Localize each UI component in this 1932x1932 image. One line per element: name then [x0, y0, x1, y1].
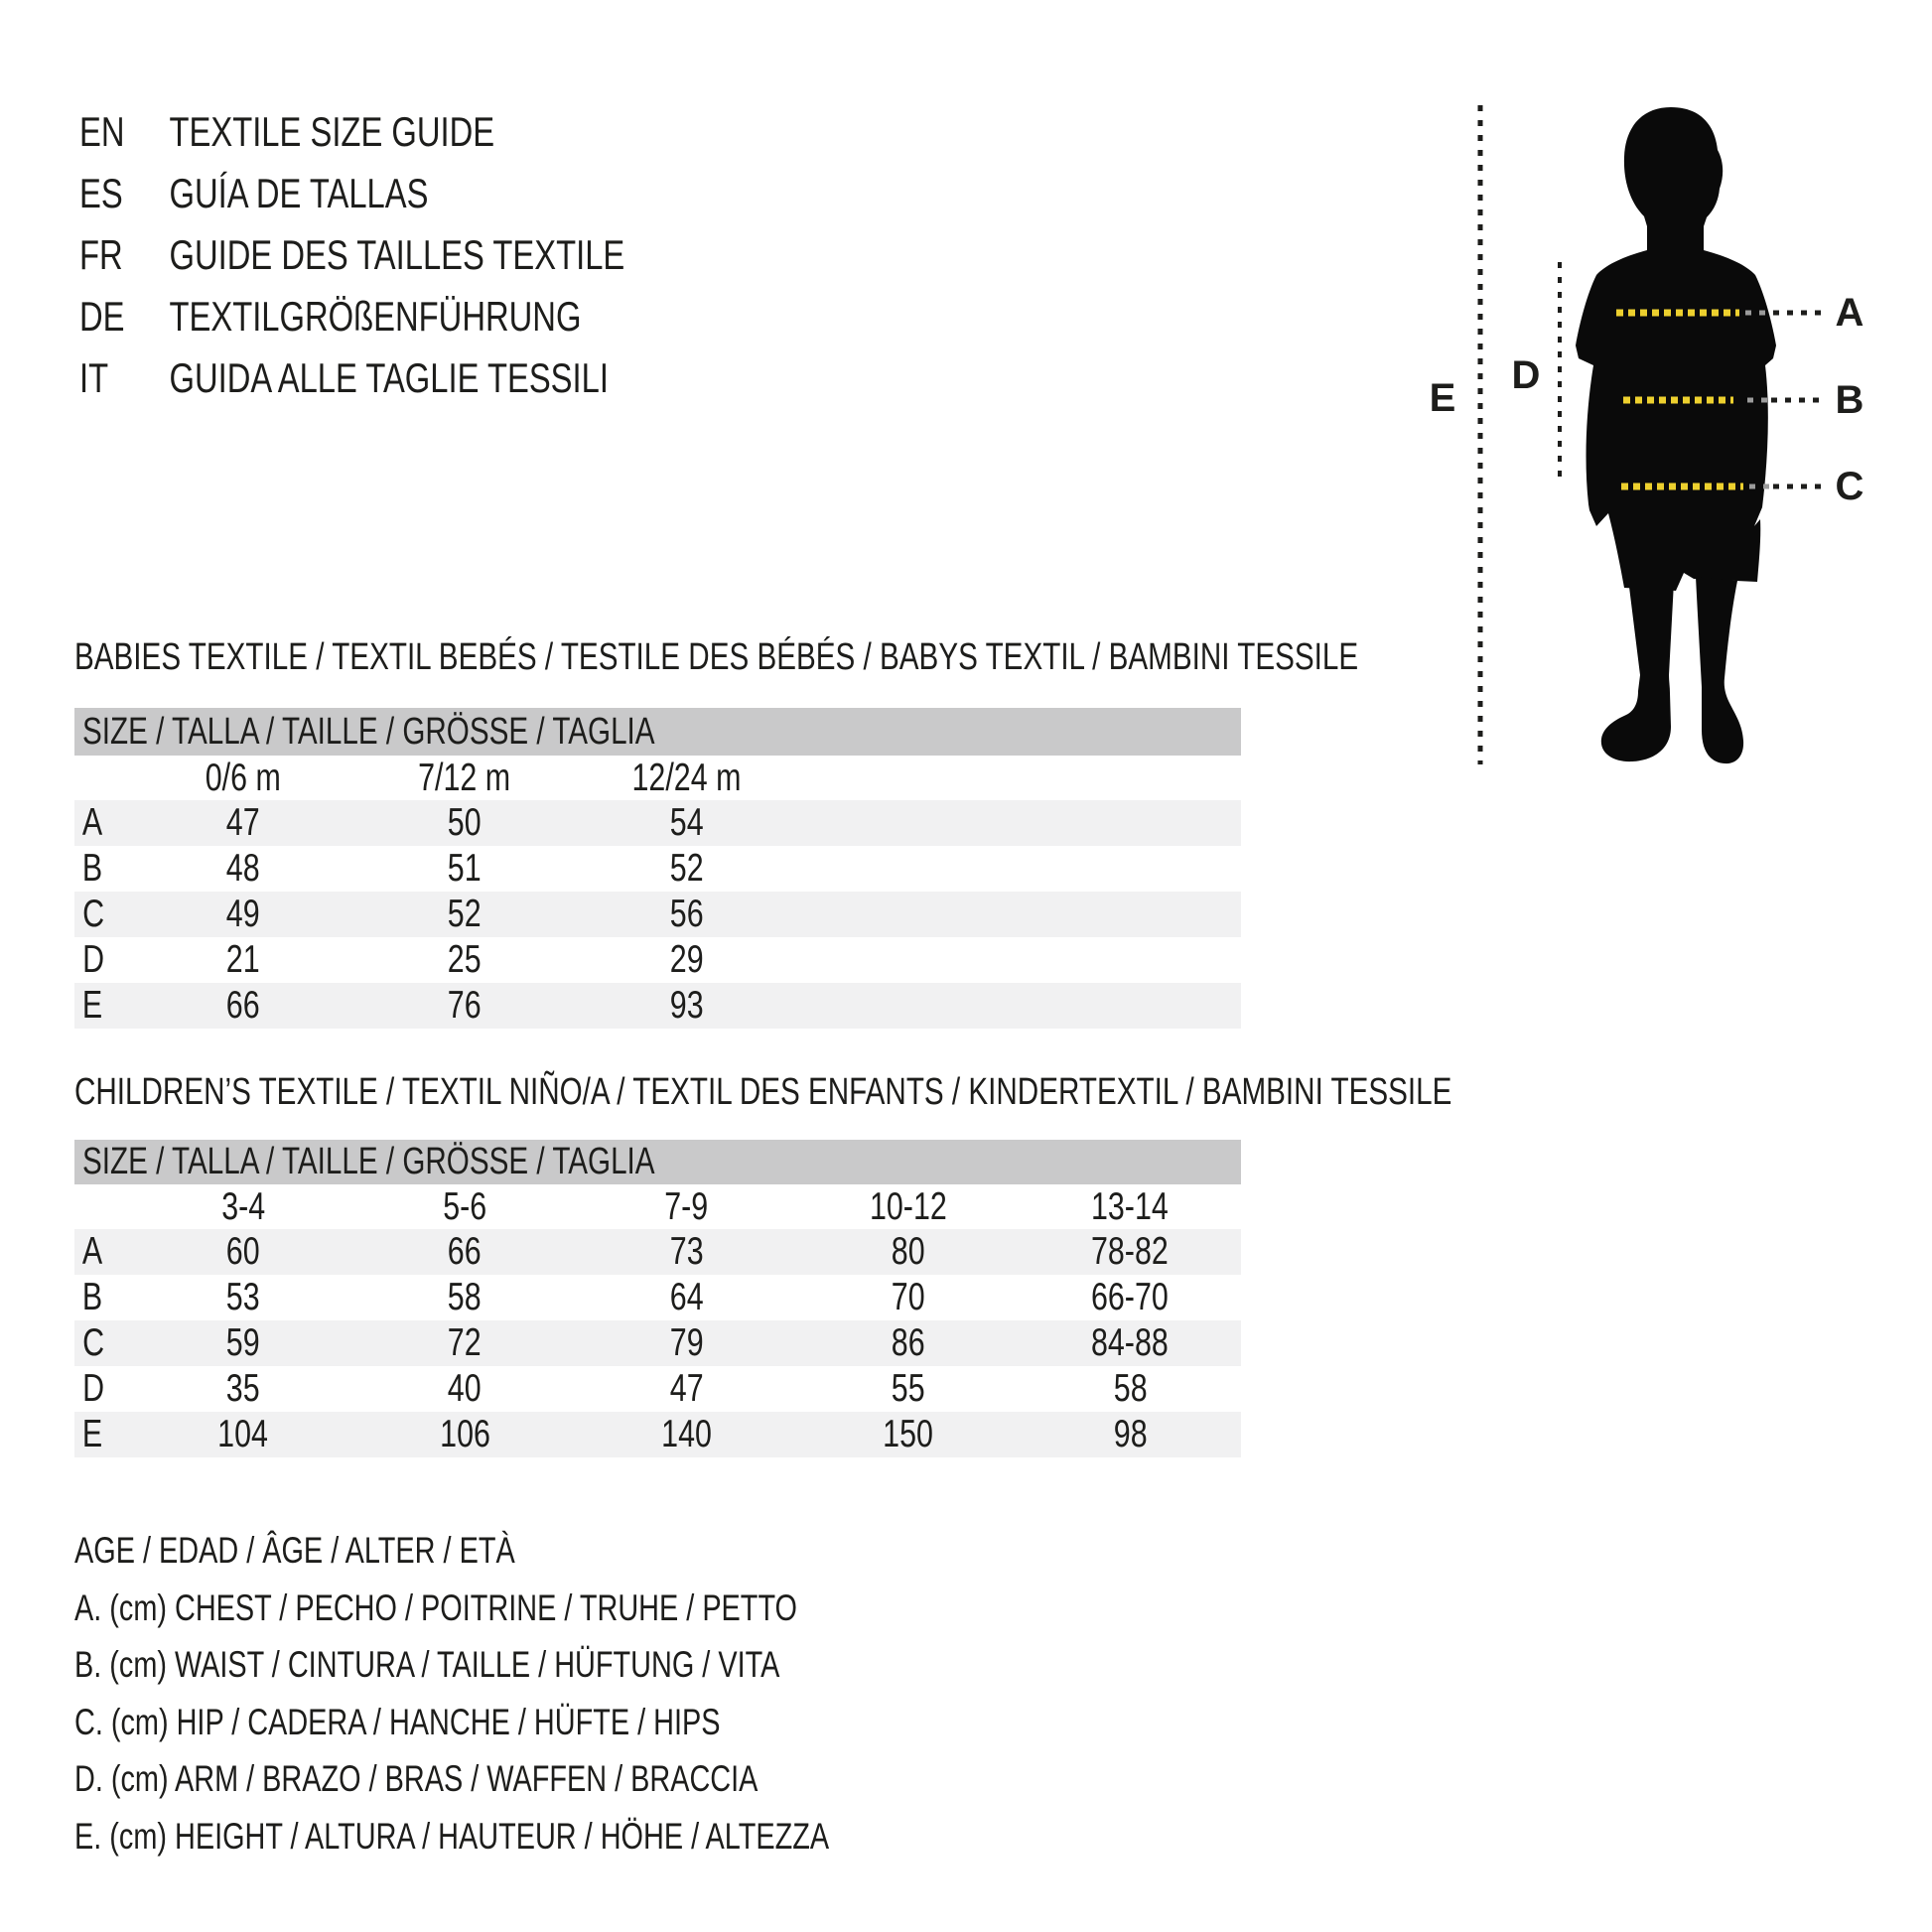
row-label: A [81, 801, 103, 844]
cell: 51 [448, 847, 483, 890]
legend-line-waist: B. (cm) WAIST / CINTURA / TAILLE / HÜFTUNG / VITA [74, 1644, 780, 1685]
row-label: B [81, 1276, 103, 1318]
size-header-bar: SIZE / TALLA / TAILLE / GRÖSSE / TAGLIA [74, 708, 1241, 756]
cell: 54 [669, 801, 704, 844]
table-row [74, 983, 1241, 1029]
language-title: GUIDA ALLE TAGLIE TESSILI [169, 354, 609, 401]
row-label: A [81, 1230, 103, 1273]
row-label: C [82, 1321, 105, 1364]
cell: 104 [217, 1413, 269, 1455]
row-label: D [82, 1367, 105, 1410]
measurement-figure [1420, 79, 1916, 794]
table-row [74, 1229, 1241, 1275]
language-title: TEXTILGRÖßENFÜHRUNG [169, 293, 582, 340]
cell: 80 [891, 1230, 925, 1273]
size-header-bar: SIZE / TALLA / TAILLE / GRÖSSE / TAGLIA [74, 1140, 1241, 1184]
legend-line-chest: A. (cm) CHEST / PECHO / POITRINE / TRUHE / PETTO [74, 1587, 798, 1628]
row-label: C [82, 893, 105, 935]
cell: 98 [1113, 1413, 1148, 1455]
column-header: 0/6 m [205, 756, 281, 799]
cell: 79 [669, 1321, 704, 1364]
children-section-title: CHILDREN’S TEXTILE / TEXTIL NIÑO/A / TEXTIL DES ENFANTS / KINDERTEXTIL / BAMBINI TESSILE [74, 1071, 1452, 1113]
babies-column-header-row [74, 756, 1241, 800]
cell: 29 [669, 938, 704, 981]
legend-line-arm: D. (cm) ARM / BRAZO / BRAS / WAFFEN / BRACCIA [74, 1758, 759, 1799]
cell: 55 [891, 1367, 925, 1410]
cell: 70 [891, 1276, 925, 1318]
cell: 106 [439, 1413, 490, 1455]
language-row-en [79, 101, 778, 163]
babies-section-title: BABIES TEXTILE / TEXTIL BEBÉS / TESTILE DES BÉBÉS / BABYS TEXTIL / BAMBINI TESSILE [74, 636, 1359, 678]
measure-label-a: A [1835, 291, 1864, 335]
cell: 58 [448, 1276, 483, 1318]
cell: 52 [669, 847, 704, 890]
cell: 66 [225, 984, 260, 1027]
language-code: FR [79, 231, 123, 278]
language-list [79, 101, 778, 409]
table-row [74, 937, 1241, 983]
column-header: 10-12 [869, 1184, 947, 1228]
cell: 56 [669, 893, 704, 935]
cell: 52 [448, 893, 483, 935]
language-code: IT [79, 354, 109, 401]
measure-label-b: B [1835, 378, 1864, 422]
cell: 66-70 [1091, 1276, 1170, 1318]
table-row [74, 1412, 1241, 1457]
cell: 47 [669, 1367, 704, 1410]
column-header: 12/24 m [631, 756, 742, 799]
table-row [74, 846, 1241, 892]
cell: 60 [225, 1230, 260, 1273]
cell: 53 [225, 1276, 260, 1318]
cell: 40 [448, 1367, 483, 1410]
table-row [74, 1320, 1241, 1366]
cell: 72 [448, 1321, 483, 1364]
row-label: E [81, 984, 103, 1027]
cell: 48 [225, 847, 260, 890]
cell: 150 [883, 1413, 934, 1455]
cell: 58 [1113, 1367, 1148, 1410]
legend-line-height: E. (cm) HEIGHT / ALTURA / HAUTEUR / HÖHE / ALTEZZA [74, 1815, 830, 1857]
cell: 35 [225, 1367, 260, 1410]
language-code: ES [79, 170, 123, 216]
cell: 47 [225, 801, 260, 844]
row-label: D [82, 938, 105, 981]
cell: 25 [448, 938, 483, 981]
children-size-table [74, 1140, 1241, 1457]
language-code: EN [79, 108, 125, 155]
cell: 84-88 [1091, 1321, 1170, 1364]
cell: 76 [448, 984, 483, 1027]
measure-label-c: C [1835, 465, 1864, 508]
cell: 78-82 [1091, 1230, 1170, 1273]
table-row [74, 800, 1241, 846]
cell: 50 [448, 801, 483, 844]
measure-label-d: D [1511, 353, 1541, 397]
language-title: TEXTILE SIZE GUIDE [169, 108, 495, 155]
row-label: E [81, 1413, 103, 1455]
language-title: GUIDE DES TAILLES TEXTILE [169, 231, 625, 278]
column-header: 13-14 [1091, 1184, 1170, 1228]
cell: 140 [661, 1413, 712, 1455]
table-row [74, 1366, 1241, 1412]
cell: 73 [669, 1230, 704, 1273]
column-header: 5-6 [443, 1184, 487, 1228]
measurement-legend [74, 1522, 1041, 1864]
language-code: DE [79, 293, 125, 340]
column-header: 3-4 [220, 1184, 265, 1228]
cell: 93 [669, 984, 704, 1027]
cell: 64 [669, 1276, 704, 1318]
row-label: B [81, 847, 103, 890]
language-row-it [79, 347, 778, 409]
cell: 49 [225, 893, 260, 935]
legend-line-age: AGE / EDAD / ÂGE / ALTER / ETÀ [74, 1530, 515, 1571]
cell: 66 [448, 1230, 483, 1273]
language-row-fr [79, 224, 778, 286]
legend-line-hip: C. (cm) HIP / CADERA / HANCHE / HÜFTE / HIPS [74, 1701, 721, 1742]
cell: 59 [225, 1321, 260, 1364]
language-title: GUÍA DE TALLAS [169, 170, 429, 216]
cell: 21 [225, 938, 260, 981]
table-row [74, 1275, 1241, 1320]
cell: 86 [891, 1321, 925, 1364]
column-header: 7/12 m [418, 756, 511, 799]
language-row-de [79, 286, 778, 347]
babies-size-table [74, 708, 1241, 1029]
measure-label-e: E [1429, 376, 1456, 420]
language-row-es [79, 163, 778, 224]
column-header: 7-9 [664, 1184, 709, 1228]
table-row [74, 892, 1241, 937]
children-column-header-row [74, 1184, 1241, 1229]
